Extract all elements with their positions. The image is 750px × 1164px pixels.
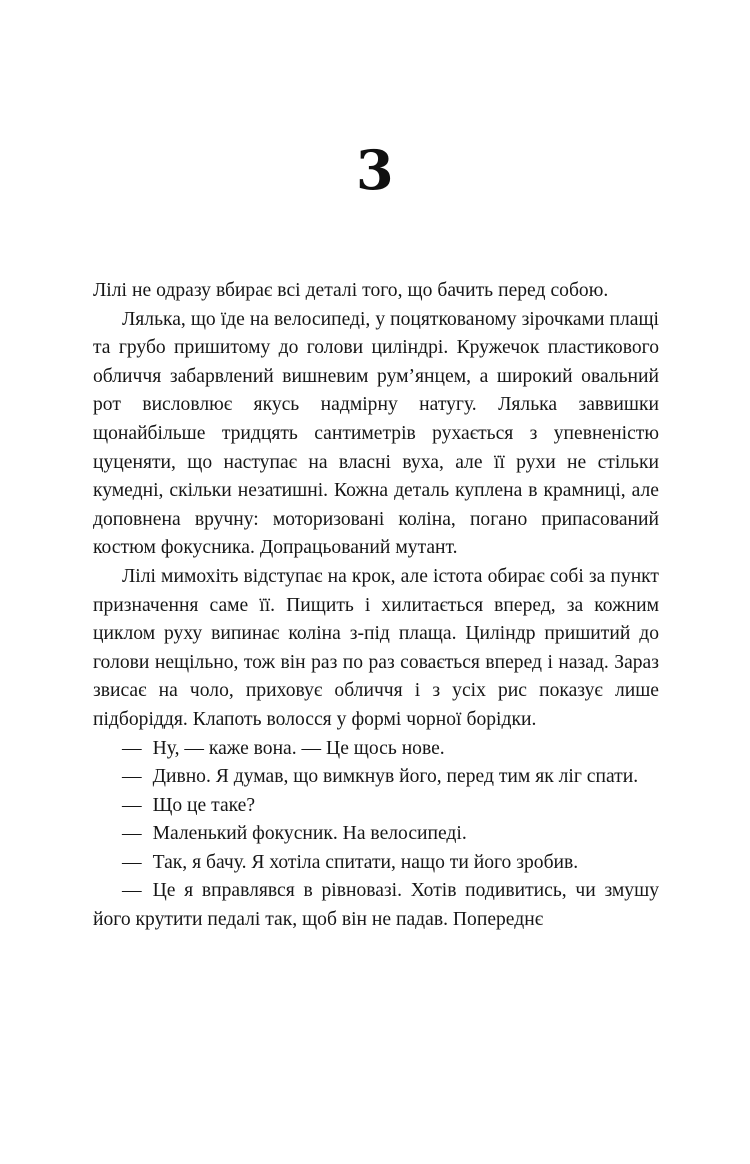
paragraph: Лілі не одразу вбирає всі деталі того, що бачить перед собою.: [93, 280, 609, 301]
dialogue-line: [93, 763, 659, 792]
paragraph: Лялька, що їде на велосипеді, у поцяткованому зірочками плащі та грубо пришитому до голови циліндрі. Кружечок пластикового обличчя забарвлений вишневим рум’янцем, а широкий овальний рот висловлює якусь надмірну натугу. Лялька заввишки щонайбільше тридцять сантиметрів рухається з упевненістю цуценяти, що наступає на власні вуха, але її рухи не стільки кумедні, скільки незатишні. Кожна деталь куплена в крамниці, але доповнена вручну: моторизовані коліна, погано припасований костюм фокусника. Допрацьований мутант.: [93, 308, 659, 559]
dialogue-text: Ну, — каже вона. — Це щось нове.: [152, 737, 445, 759]
dialogue-text: Це я вправлявся в рівновазі. Хотів подивитись, чи змушу його крутити педалі так, щоб він не падав. Попереднє: [93, 880, 659, 931]
em-dash: —: [122, 880, 142, 902]
dialogue-line: [93, 877, 659, 934]
em-dash: —: [122, 851, 142, 873]
em-dash: —: [122, 823, 142, 845]
em-dash: —: [122, 737, 142, 759]
dialogue-line: [93, 735, 659, 764]
paragraph: Лілі мимохіть відступає на крок, але істота обирає собі за пункт призначення саме її. Пищить і хилитається вперед, за кожним циклом руху випинає коліна з-під плаща. Циліндр пришитий до голови нещільно, тож він раз по раз совається вперед і назад. Зараз звисає на чоло, приховує обличчя і з усіх рис показує лише підборіддя. Клапоть волосся у формі чорної борідки.: [93, 565, 659, 730]
dialogue-text: Що це таке?: [152, 794, 256, 816]
dialogue-line: [93, 849, 659, 878]
em-dash: —: [122, 794, 142, 816]
em-dash: —: [122, 766, 142, 788]
dialogue-text: Дивно. Я думав, що вимкнув його, перед тим як ліг спати.: [152, 766, 639, 788]
body-text-block: [93, 277, 659, 935]
dialogue-line: [93, 820, 659, 849]
dialogue-line: [93, 792, 659, 821]
dialogue-text: Так, я бачу. Я хотіла спитати, нащо ти його зробив.: [152, 851, 579, 873]
dialogue-text: Маленький фокусник. На велосипеді.: [152, 823, 467, 845]
chapter-number: 3: [355, 138, 395, 202]
